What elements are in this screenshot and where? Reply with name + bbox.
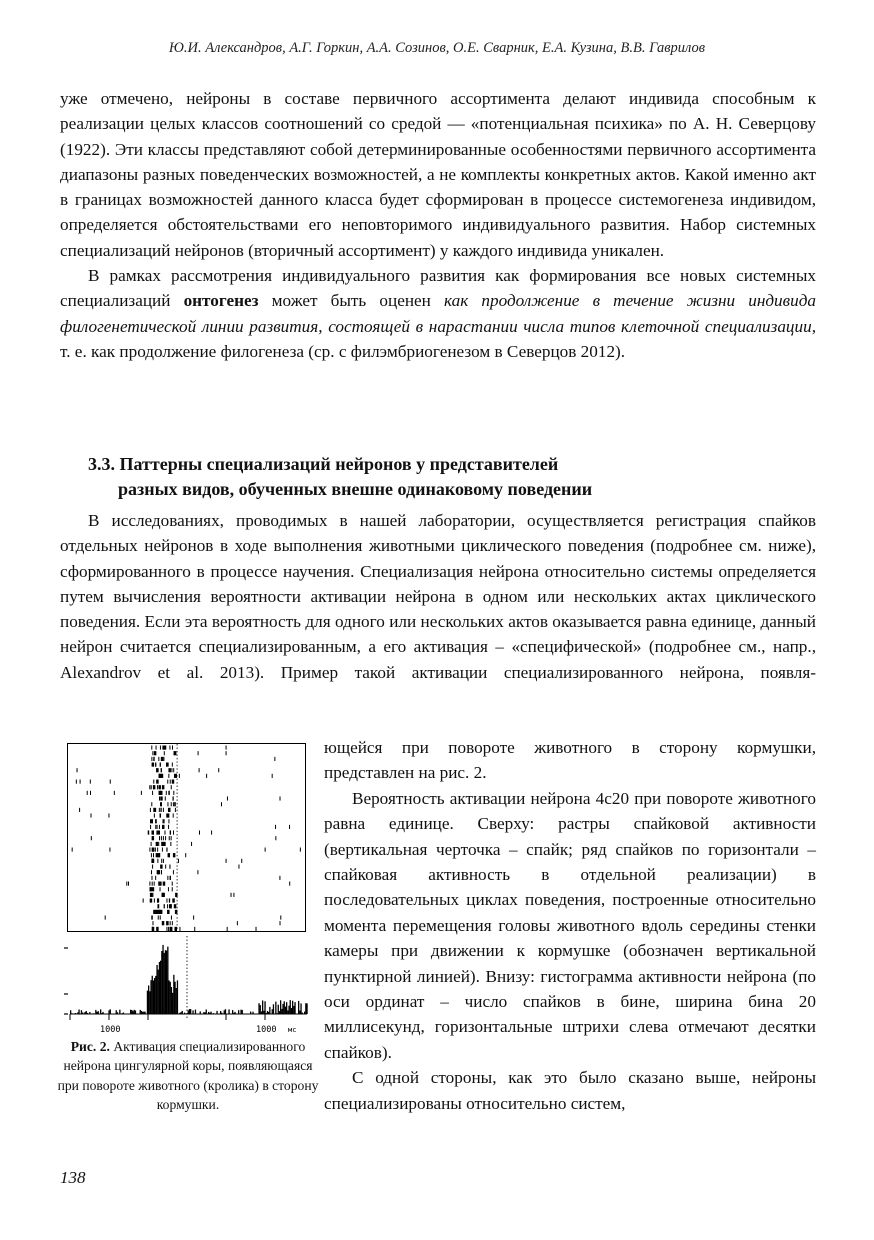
figure-caption-text: Активация специализированного нейрона цингулярной коры, появляющаяся при повороте животного (кролика) в сторону кормушки. <box>57 1039 319 1112</box>
right-column-text <box>324 735 816 1116</box>
body-text-top <box>60 86 816 364</box>
section-heading-line1: 3.3. Паттерны специализаций нейронов у представителей <box>88 454 559 474</box>
paragraph-5: Вероятность активации нейрона 4с20 при повороте животного равна единице. Сверху: растры спайковой активности (вертикальная черточка – спайк; ряд спайков по горизонтали – спайковая активность в отдельной реализации) в последовательных циклах поведения, построенные относительно момента перемещения головы животного вдоль середины стенки камеры при движении к кормушке (обозначен вертикальной пунктирной линией). Внизу: гистограмма активности нейрона (по оси ординат – число спайков в бине, ширина бина 20 миллисекунд, горизонтальные штрихи слева отмечают десятки спайков). <box>324 788 816 1062</box>
figure-caption <box>57 1037 319 1114</box>
emphasis-definition: как продолжение в течение жизни индивида филогенетической линии развития, состоящей в нарастании числа типов клеточной специализации <box>60 291 816 336</box>
axis-unit: мс <box>288 1026 297 1034</box>
spike-raster-plot <box>67 743 306 932</box>
axis-label-left: 1000 <box>100 1025 121 1035</box>
page-number: 138 <box>60 1168 86 1187</box>
running-head: Ю.И. Александров, А.Г. Горкин, А.А. Созинов, О.Е. Сварник, Е.А. Кузина, В.В. Гаврилов <box>168 40 706 56</box>
term-ontogenesis: онтогенез <box>183 291 259 311</box>
section-heading <box>88 452 808 502</box>
paragraph-4: ющейся при повороте животного в сторону кормушки, представлен на рис. 2. <box>324 738 816 783</box>
paragraph-1: уже отмечено, нейроны в составе первичного ассортимента делают индивида способным к реализации целых классов соотношений со средой — «потенциальная психика» по А. Н. Северцову (1922). Эти классы представляют собой детерминированные особенностями первичного ассортимента диапазоны разных поведенческих возможностей, а не комплекты конкретных актов. Какой именно акт в границах возможностей данного класса будет сформирован в процессе системогенеза индивидом, определяется обстоятельствами его неповторимого индивидуального развития. Набор системных специализаций нейронов (вторичный ассортимент) у каждого индивида уникален. <box>60 89 816 260</box>
figure-caption-label: Рис. 2. <box>70 1039 110 1054</box>
axis-label-right: 1000 <box>256 1025 277 1035</box>
body-text-section <box>60 508 816 685</box>
spike-histogram <box>62 936 312 1036</box>
paragraph-6: С одной стороны, как это было сказано выше, нейроны специализированы относительно систем, <box>324 1068 816 1113</box>
paragraph-2: В рамках рассмотрения индивидуального развития как формирования все новых системных специализаций онтогенез может быть оценен как продолжение в течение жизни индивида филогенетической линии развития, состоящей в нарастании числа типов клеточной специализации, т. е. как продолжение филогенеза (ср. с филэмбриогенезом в Северцов 2012). <box>60 266 816 361</box>
section-heading-line2: разных видов, обученных внешне одинаковому поведении <box>118 479 593 499</box>
paragraph-3: В исследованиях, проводимых в нашей лаборатории, осуществляется регистрация спайков отдельных нейронов в ходе выполнения животными циклического поведения (подробнее см. ниже), сформированного в процессе научения. Специализация нейрона относительно системы определяется путем вычисления вероятности активации нейрона в одном или нескольких актах циклического поведения. Если эта вероятность для одного или нескольких актов оказывается равна единице, данный нейрон считается специализированным, а его активация – «специфической» (подробнее см., напр., Alexandrov et al. 2013). Пример такой активации специализированного нейрона, появля- <box>60 511 816 682</box>
